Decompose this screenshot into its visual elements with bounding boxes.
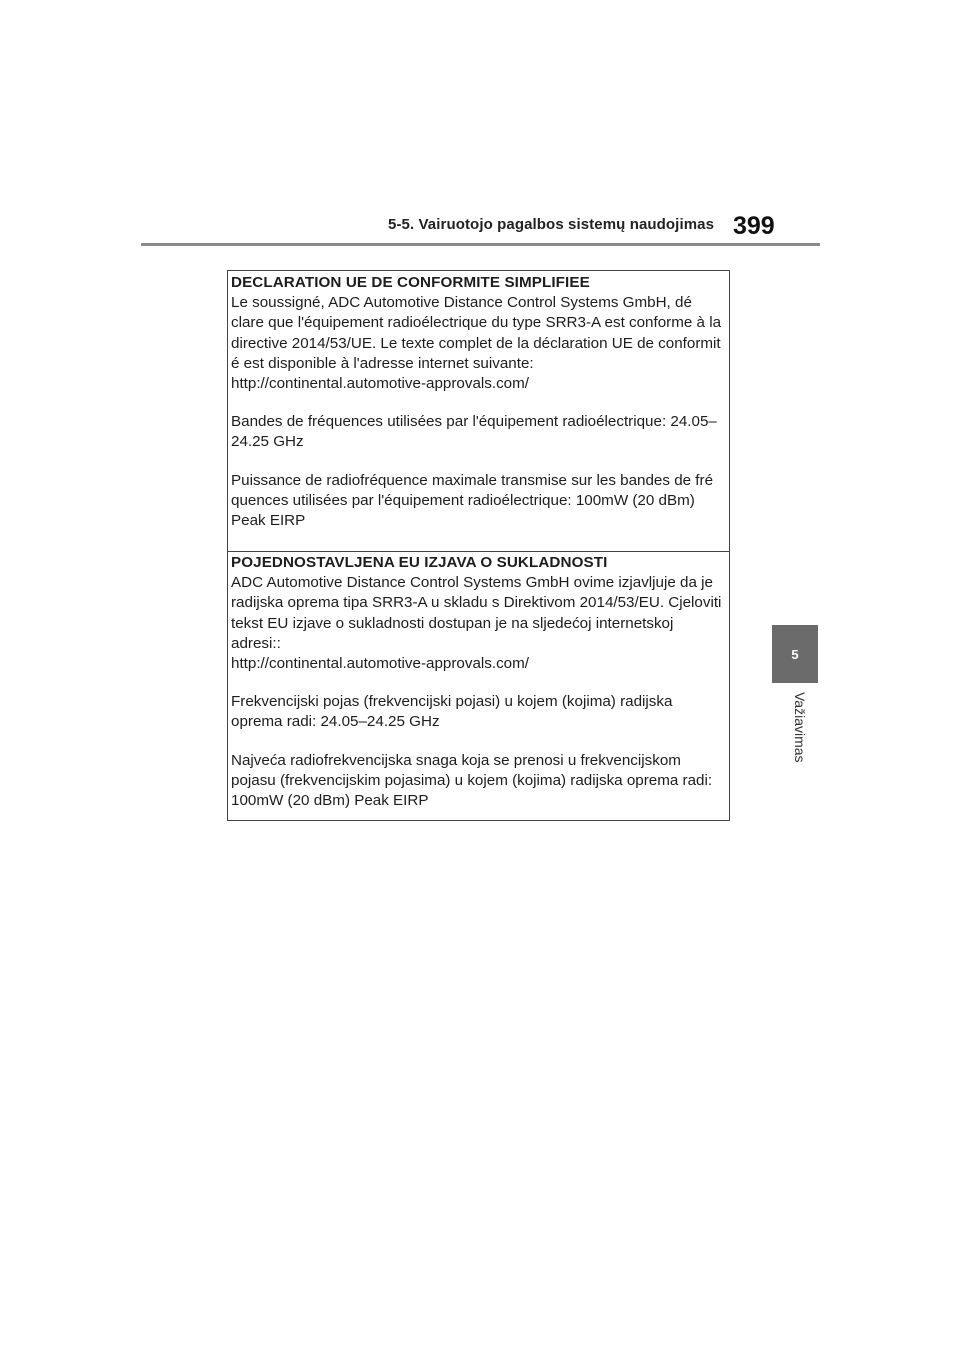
declaration-paragraph: Le soussigné, ADC Automotive Distance Control Systems GmbH, dé clare que l'équipement radioélectrique du type SRR3-A est conforme à la directive 2014/53/UE. Le texte complet de la déclaration UE de conformit é est disponible à l'adresse internet suivante: http://continental.automotive-approvals.com/ (231, 294, 722, 393)
frequency-bands-paragraph: Frekvencijski pojas (frekvencijski pojasi) u kojem (kojima) radijska oprema radi: 24.05–24.25 GHz (231, 693, 673, 731)
declaration-title-croatian: POJEDNOSTAVLJENA EU IZJAVA O SUKLADNOSTI (231, 554, 608, 571)
max-power-paragraph: Najveća radiofrekvencijska snaga koja se prenosi u frekvencijskom pojasu (frekvencijskim pojasima) u kojem (kojima) radijska oprema radi: 100mW (20 dBm) Peak EIRP (231, 751, 713, 810)
chapter-number: 5 (791, 646, 799, 662)
header-divider (141, 243, 820, 246)
max-power-paragraph: Puissance de radiofréquence maximale transmise sur les bandes de fré quences utilisées par l'équipement radioélectrique: 100mW (20 dBm) Peak EIRP (231, 471, 714, 530)
declaration-paragraph: ADC Automotive Distance Control Systems GmbH ovime izjavljuje da je radijska oprema tipa SRR3-A u skladu s Direktivom 2014/53/EU. Cjeloviti tekst EU izjave o sukladnosti dostupan je na sljedećoj internetskoj adresi:: http://continental.automotive-approvals.com/ (231, 574, 722, 673)
declaration-box-french (227, 270, 730, 552)
chapter-tab (772, 625, 818, 683)
frequency-bands-paragraph: Bandes de fréquences utilisées par l'équipement radioélectrique: 24.05– 24.25 GHz (231, 413, 717, 451)
page-number: 399 (733, 212, 775, 240)
chapter-label: Važiavimas (792, 692, 808, 763)
section-title: 5-5. Vairuotojo pagalbos sistemų naudojimas (388, 216, 715, 233)
declaration-box-croatian (227, 551, 730, 821)
declaration-title-french: DECLARATION UE DE CONFORMITE SIMPLIFIEE (231, 274, 590, 291)
